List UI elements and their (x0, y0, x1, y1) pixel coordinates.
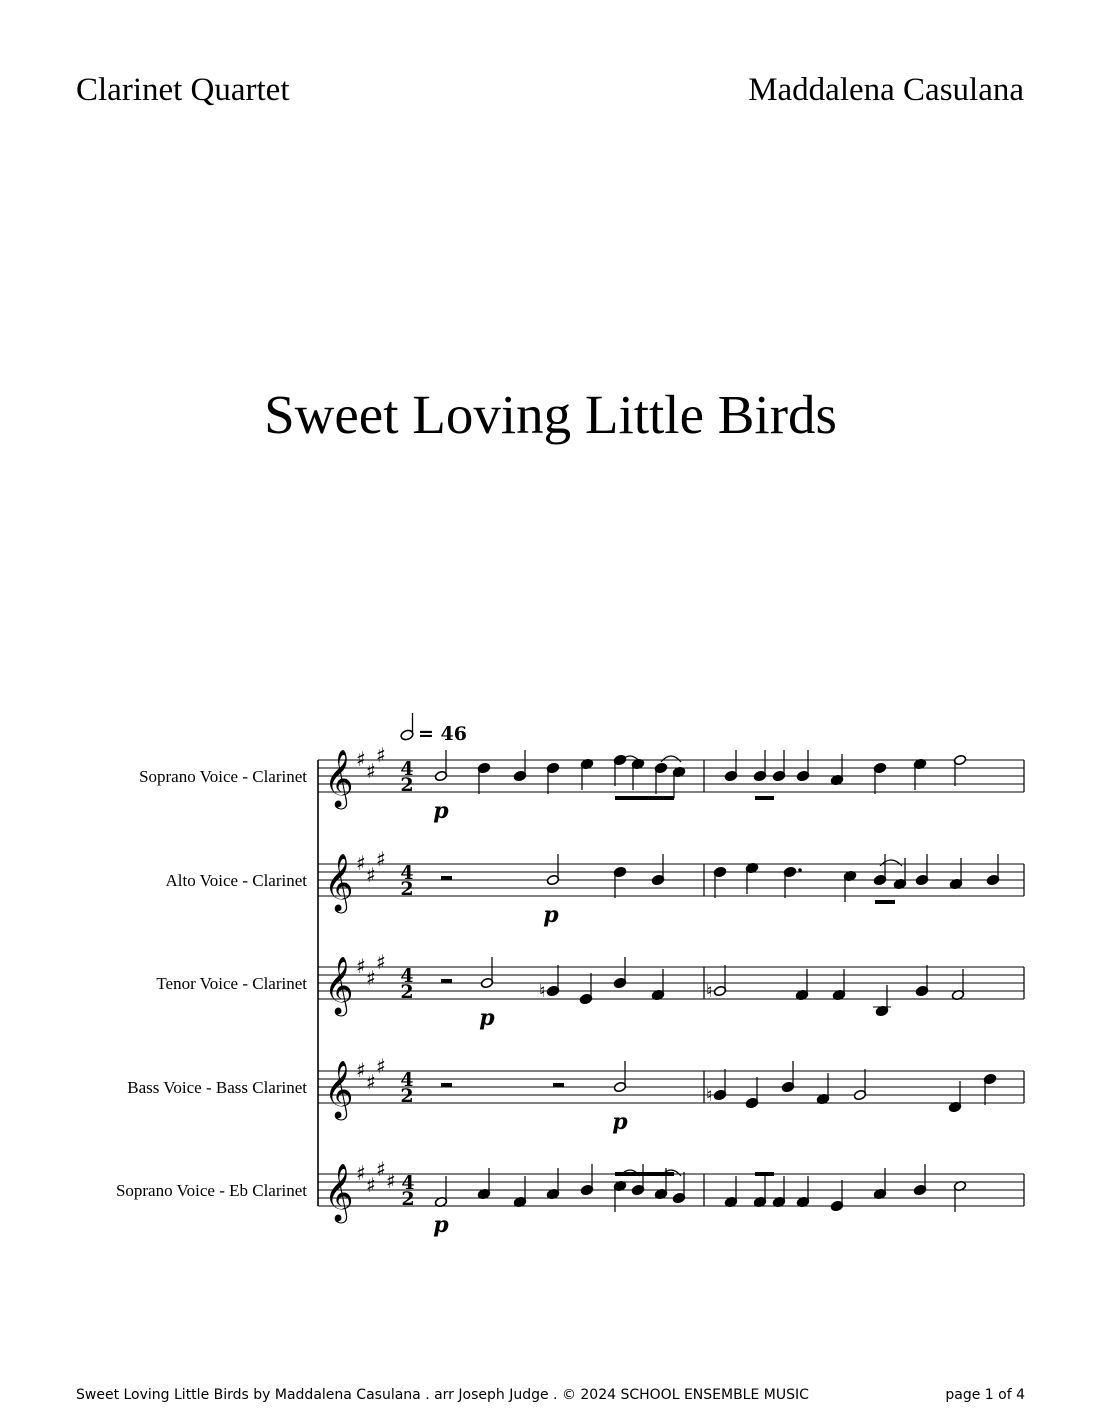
beam (755, 796, 774, 800)
staff (139, 743, 1024, 824)
page-number: page 1 of 4 (945, 1387, 1025, 1403)
half-rest (441, 876, 452, 880)
dynamic-marking: p (479, 1005, 495, 1031)
time-signature-top: 4 (400, 1069, 414, 1091)
key-signature-sharp: ♯ (366, 863, 376, 887)
treble-clef-icon: 𝄞 (324, 1060, 354, 1118)
staff (156, 950, 1024, 1031)
half-rest (553, 1083, 564, 1087)
key-signature-sharp: ♯ (356, 1161, 366, 1185)
key-signature-sharp: ♯ (386, 1169, 396, 1193)
natural-sign: ♮ (706, 1085, 713, 1106)
key-signature-sharp: ♯ (356, 747, 366, 771)
beam (615, 796, 674, 800)
dynamic-marking: p (612, 1109, 628, 1135)
dynamic-marking: p (433, 798, 449, 824)
time-signature-top: 4 (400, 758, 414, 780)
beam (875, 900, 895, 904)
staff (166, 847, 1025, 928)
footer-credit: Sweet Loving Little Birds by Maddalena Casulana . arr Joseph Judge . © 2024 SCHOOL ENSEMBLE MUSIC (76, 1387, 809, 1403)
score-system (0, 700, 1101, 1260)
staff (127, 1054, 1024, 1135)
key-signature-sharp: ♯ (376, 1157, 386, 1181)
key-signature-sharp: ♯ (376, 847, 386, 871)
tempo-text: = 46 (418, 723, 467, 745)
instrument-label: Tenor Voice - Clarinet (156, 974, 307, 993)
time-signature-bottom: 2 (400, 1085, 414, 1107)
time-signature-top: 4 (400, 965, 414, 987)
key-signature-sharp: ♯ (366, 1070, 376, 1094)
tempo-marking (400, 713, 467, 745)
natural-sign: ♮ (539, 981, 546, 1002)
time-signature-bottom: 2 (401, 1188, 415, 1210)
treble-clef-icon: 𝄞 (324, 749, 354, 807)
key-signature-sharp: ♯ (356, 1058, 366, 1082)
augmentation-dot (798, 868, 802, 872)
key-signature-sharp: ♯ (376, 1054, 386, 1078)
instrument-label: Alto Voice - Clarinet (165, 871, 307, 890)
staff (116, 1157, 1024, 1238)
time-signature-bottom: 2 (400, 878, 414, 900)
key-signature-sharp: ♯ (356, 954, 366, 978)
page-title: Sweet Loving Little Birds (264, 384, 837, 445)
half-rest (441, 979, 452, 983)
composer: Maddalena Casulana (748, 72, 1024, 108)
slur (661, 756, 681, 762)
natural-sign: ♮ (706, 981, 713, 1002)
dynamic-marking: p (543, 902, 559, 928)
instrument-label: Soprano Voice - Clarinet (139, 767, 307, 786)
key-signature-sharp: ♯ (366, 1173, 376, 1197)
treble-clef-icon: 𝄞 (324, 853, 354, 911)
instrument-label: Bass Voice - Bass Clarinet (127, 1078, 307, 1097)
time-signature-bottom: 2 (400, 981, 414, 1003)
half-rest (441, 1083, 452, 1087)
treble-clef-icon: 𝄞 (324, 956, 354, 1014)
time-signature-top: 4 (400, 862, 414, 884)
key-signature-sharp: ♯ (366, 966, 376, 990)
key-signature-sharp: ♯ (376, 743, 386, 767)
key-signature-sharp: ♯ (366, 759, 376, 783)
key-signature-sharp: ♯ (376, 950, 386, 974)
dynamic-marking: p (433, 1212, 449, 1238)
slur (880, 860, 902, 866)
key-signature-sharp: ♯ (356, 851, 366, 875)
subtitle: Clarinet Quartet (76, 72, 290, 108)
instrument-label: Soprano Voice - Eb Clarinet (115, 1181, 307, 1200)
time-signature-bottom: 2 (400, 774, 414, 796)
treble-clef-icon: 𝄞 (324, 1163, 354, 1221)
beam (755, 1172, 774, 1176)
time-signature-top: 4 (401, 1172, 415, 1194)
